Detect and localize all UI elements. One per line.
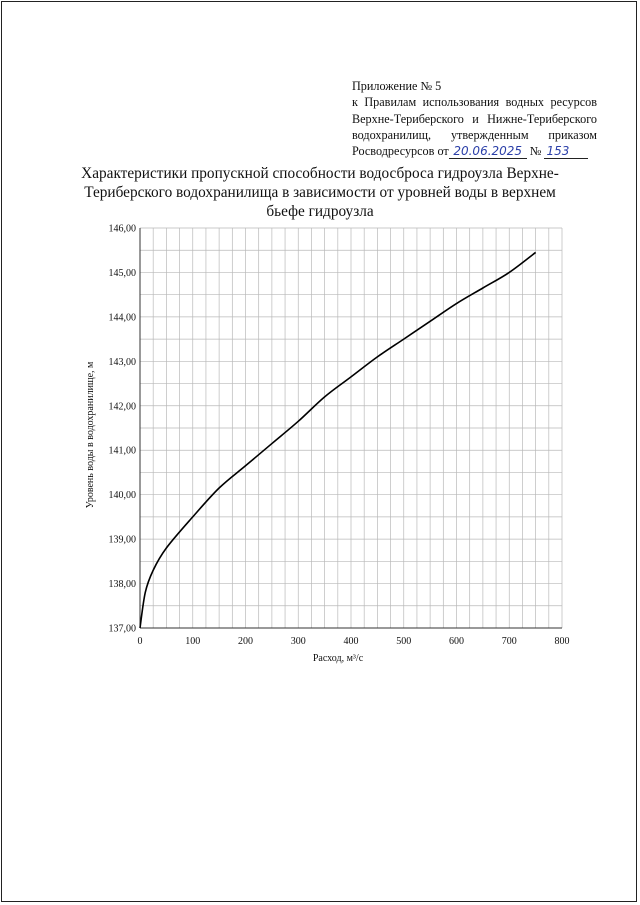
y-tick-label: 140,00: [108, 490, 136, 502]
x-tick-label: 0: [137, 636, 143, 647]
x-tick-label: 100: [185, 636, 201, 647]
x-tick-label: 700: [501, 636, 517, 647]
x-tick-label: 600: [449, 636, 464, 647]
x-tick-label: 200: [238, 636, 253, 647]
appendix-line-rules: к Правилам использования водных ресурсов: [352, 95, 597, 110]
handwritten-number: 153: [544, 145, 588, 159]
chart-title: Характеристики пропускной способности водосброса гидроузла Верхне-Териберского водохранилища в зависимости от уровней воды в верхнем бьефе гидроузла: [81, 165, 559, 220]
y-tick-label: 142,00: [108, 401, 136, 413]
appendix-line-reservoirs: Верхне-Териберского и Нижне-Териберского: [352, 111, 597, 126]
y-tick-label: 137,00: [108, 623, 136, 635]
y-axis-label: Уровень воды в водохранилище, м: [85, 361, 96, 509]
x-tick-label: 800: [554, 636, 570, 647]
y-tick-label: 146,00: [108, 223, 136, 235]
appendix-number: Приложение № 5: [352, 79, 442, 93]
y-tick-label: 143,00: [108, 356, 136, 368]
x-tick-label: 500: [396, 636, 412, 647]
y-tick-label: 139,00: [108, 534, 136, 546]
appendix-issuer: Росводресурсов от: [352, 144, 449, 159]
x-axis-label: Расход, м³/с: [312, 653, 364, 664]
y-tick-label: 138,00: [108, 579, 136, 591]
y-tick-label: 141,00: [108, 445, 136, 457]
handwritten-date: 20.06.2025: [449, 145, 527, 159]
appendix-line-order: водохранилищ, утвержденным приказом: [352, 127, 597, 142]
x-tick-label: 300: [290, 636, 306, 647]
number-label: №: [529, 144, 542, 159]
y-tick-label: 145,00: [108, 267, 136, 279]
y-tick-label: 144,00: [108, 312, 136, 324]
x-tick-label: 400: [343, 636, 359, 647]
